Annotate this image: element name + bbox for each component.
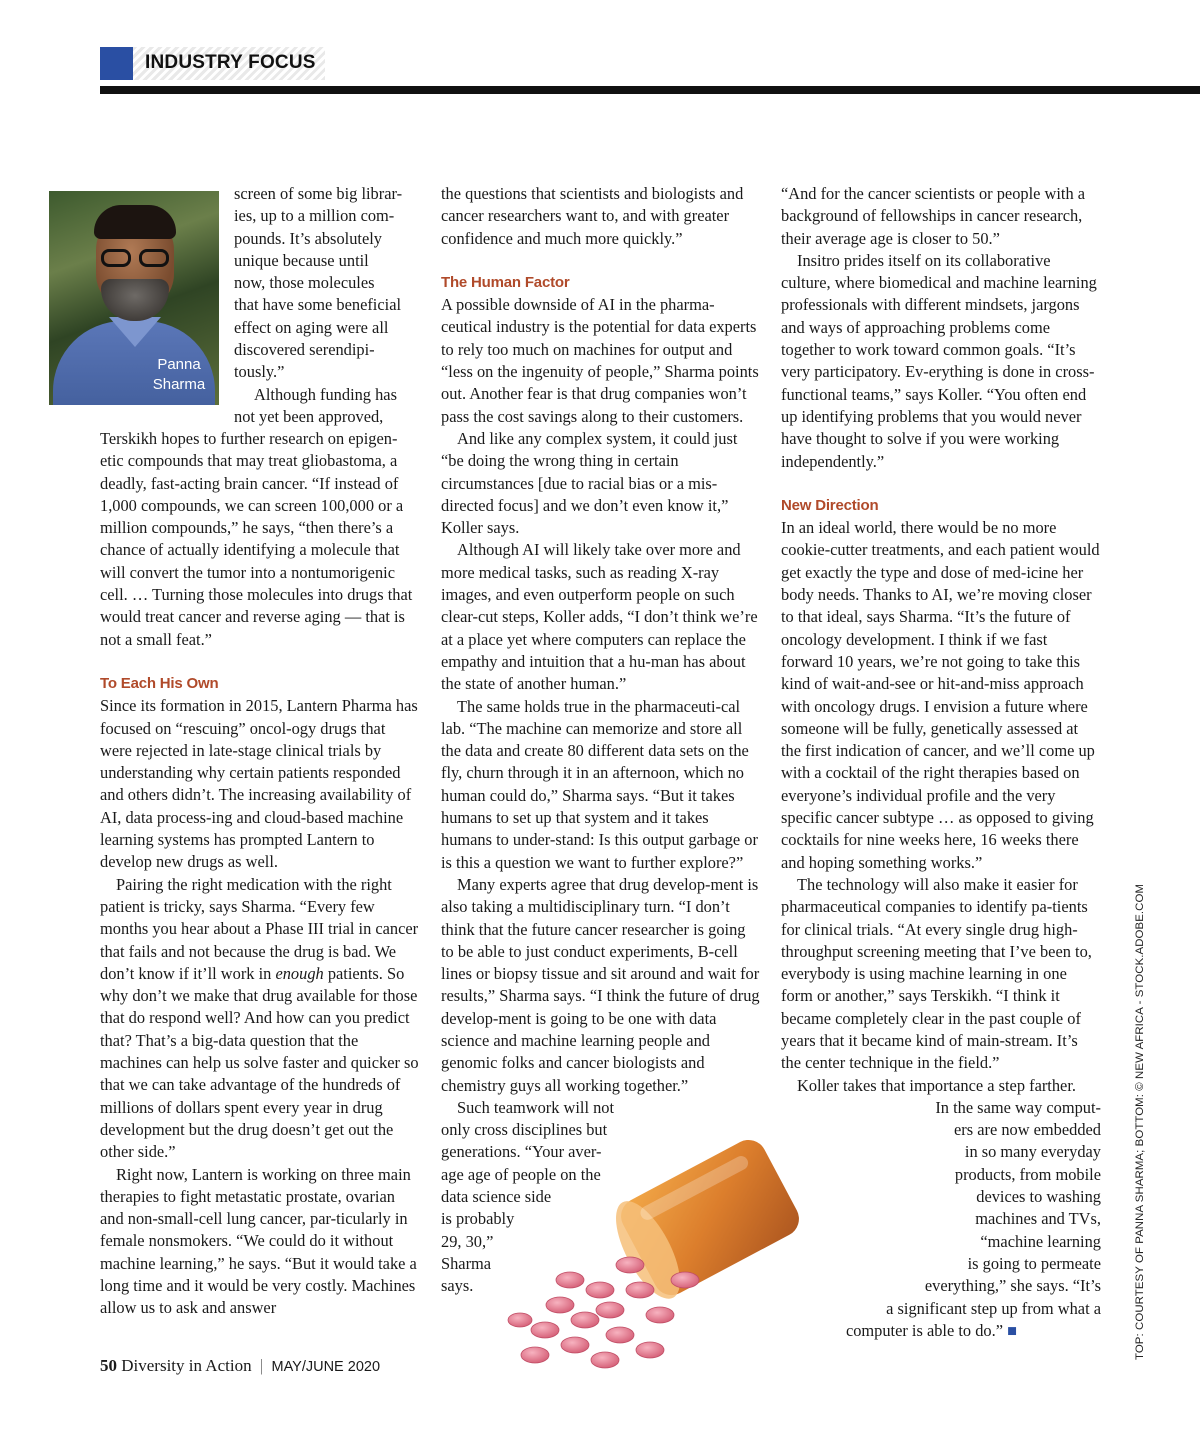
wrap-line: now, those molecules [234,273,375,293]
subheading-human-factor: The Human Factor [441,273,570,291]
portrait-photo [49,191,219,405]
wrap-line: ers are now embedded [954,1120,1101,1140]
wrap-line: in so many everyday [964,1142,1101,1162]
page-number: 50 [100,1356,117,1375]
paragraph: Pairing the right medication with the right patient is tricky, says Sharma. “Every few months you hear about a Phase III trial in cancer that fails and not because the drug is bad. We don’t know if it’ll work in enough patients. So why don’t we make that drug available for those that do respond well? And how can you predict that? That’s a big-data question that the machines can help us solve faster and quicker so that we can take advantage of the hundreds of millions of dollars spent every year in drug development but the drug doesn’t get out the other side.” [100,874,419,1162]
wrap-line: Such teamwork will not [457,1097,615,1117]
paragraph: Since its formation in 2015, Lantern Pharma has focused on “rescuing” oncol-ogy drugs that were rejected in late-stage clinical trials by understanding why certain patients responded and others didn’t. The increasing availability of AI, data process-ing and cloud-based machine learning systems has prompted Lantern to develop new drugs as well. [100,696,418,872]
wrap-line: discovered serendipi- [234,340,375,360]
wrap-line: that have some beneficial [234,295,402,315]
wrap-line: everything,” she says. “It’s [924,1276,1101,1296]
subheading-to-each-his-own: To Each His Own [100,674,219,692]
wrap-line: screen of some big librar- [234,184,403,203]
wrap-line: computer is able to do.” ■ [845,1320,1017,1340]
wrap-line: generations. “Your aver- [441,1142,602,1162]
section-label-bar [133,47,325,80]
wrap-line: In the same way comput- [935,1097,1101,1117]
paragraph: Right now, Lantern is working on three main therapies to fight metastatic prostate, ovarian and non-small-cell lung cancer, par-ticularly in female nonsmokers. “We could do it without machine learning,” he says. “But it would take a long time and it would be very costly. Machines allow us to ask and answer [100,1164,417,1318]
wrap-line: unique because until [234,250,369,270]
wrap-line: data science side [441,1187,552,1207]
wrap-line: Sharma [441,1253,492,1273]
wrap-line: tously.” [234,362,285,382]
issue-date: MAY/JUNE 2020 [271,1359,381,1375]
paragraph: In an ideal world, there would be no more cookie-cutter treatments, and each patient would get exactly the type and dose of med-icine her body needs. Thanks to AI, we’re moving closer to that ideal, says Sharma. “It’s the future of oncology development. I think if we fast forward 10 years, we’re not going to take this kind of wait-and-see or hit-and-miss approach with oncology drugs. I envision a future where someone will be fully, genetically assessed at the first indication of cancer, and we’ll come up with a cocktail of the right therapies based on everyone’s individual profile and the very specific cancer subtype … as opposed to giving cocktails for nine weeks here, 16 weeks there and hoping something works.” [781,518,1100,872]
photo-caption: Panna Sharma [152,356,206,393]
wrap-line: pounds. It’s absolutely [234,228,382,248]
paragraph: The same holds true in the pharmaceuti-cal lab. “The machine can memorize and store all the data and create 80 different data sets on the fly, churn through it in an afternoon, which no human could do,” Sharma says. “But it takes humans to set up that system and it takes humans to under-stand: Is this output garbage or is this a question we want to further explore?” [441,696,758,872]
paragraph: Koller takes that importance a step farther. [797,1075,1076,1095]
wrapped-ending [781,1097,1101,1342]
wrap-line: devices to washing [976,1187,1101,1207]
paragraph: the questions that scientists and biologists and cancer researchers want to, and with greater confidence and much more quickly.” [441,184,744,248]
wrap-line: effect on aging were all [234,317,389,337]
wrap-line: Although funding has [254,384,397,404]
wrap-line: only cross disciplines but [441,1120,608,1140]
paragraph: Terskikh hopes to further research on epigen-etic compounds that may treat gliobastoma, a deadly, fast-acting brain cancer. “If instead of 1,000 compounds, we can screen 100,000 or a million compounds,” he says, “then there’s a chance of actually identifying a molecule that will convert the tumor into a nontumorigenic cell. … Turning those molecules into drugs that would treat cancer and reverse aging — that is not a small feat.” [100,429,413,649]
wrap-line: 29, 30,” [441,1231,494,1251]
wrap-line: not yet been approved, [234,406,384,426]
pill-bottle-illustration [500,1130,800,1380]
footer-separator: | [259,1356,264,1375]
section-color-block [100,47,133,80]
paragraph: The technology will also make it easier for pharmaceutical companies to identify pa-tients for clinical trials. “At every single drug high-throughput screening meeting that I’ve been to, everybody is using machine learning in one form or another,” says Terskikh. “I think it became completely clear in the past couple of years that it became kind of main-stream. It’s the center technique in the field.” [781,874,1092,1073]
column-3 [781,183,1101,1342]
end-mark-icon: ■ [1007,1320,1017,1340]
wrap-line: products, from mobile [954,1164,1101,1184]
wrap-line: is probably [441,1209,515,1229]
wrap-line: says. [441,1276,474,1296]
paragraph: Insitro prides itself on its collaborative culture, where biomedical and machine learning professionals with different mindsets, jargons and ways of approaching problems come together to work toward common goals. “It’s very participatory. Ev-erything is done in cross-functional teams,” says Koller. “You often end up identifying problems that you would never have thought to solve if you were working independently.” [781,250,1097,471]
wrap-line: a significant step up from what a [886,1298,1101,1318]
paragraph: Many experts agree that drug develop-ment is also taking a multidisciplinary turn. “I don’t think that the future cancer researcher is going to be able to just conduct experiments, B-cell lines or biopsy tissue and sit around and wait for results,” Sharma says. “I think the future of drug develop-ment is going to be one with data science and machine learning people and genomic folks and cancer biologists and chemistry guys all working together.” [441,874,760,1095]
subheading-new-direction: New Direction [781,496,879,514]
paragraph: “And for the cancer scientists or people with a background of fellowships in cancer research, their average age is closer to 50.” [781,184,1086,248]
wrap-line: “machine learning [980,1231,1101,1251]
magazine-name: Diversity in Action [121,1356,252,1375]
page-footer [100,1356,380,1376]
column-1 [234,183,424,428]
wrap-line: machines and TVs, [975,1209,1101,1229]
paragraph: Although AI will likely take over more and more medical tasks, such as reading X-ray images, and even outperform people on such clear-cut steps, Koller adds, “I don’t think we’re at a place yet where computers can replace the empathy and intuition that a hu-man has about the state of another human.” [441,540,758,694]
header-rule [100,86,1200,94]
section-label: INDUSTRY FOCUS [145,52,316,73]
wrap-line: age age of people on the [441,1164,601,1184]
paragraph: A possible downside of AI in the pharma-ceutical industry is the potential for data experts to rely too much on machines for output and “less on the ingenuity of people,” Sharma points out. Another fear is that drug companies won’t pass the cost savings along to their customers. [441,295,759,426]
column-1-body [100,428,420,1320]
photo-credit: TOP: COURTESY OF PANNA SHARMA; BOTTOM: © NEW AFRICA - STOCK.ADOBE.COM [1134,883,1146,1360]
wrap-line: ies, up to a million com- [234,206,395,226]
wrap-line: is going to permeate [967,1253,1101,1273]
paragraph: And like any complex system, it could just “be doing the wrong thing in certain circumstances [due to racial bias or a mis-directed focus] and we don’t even know it,” Koller says. [441,428,738,538]
